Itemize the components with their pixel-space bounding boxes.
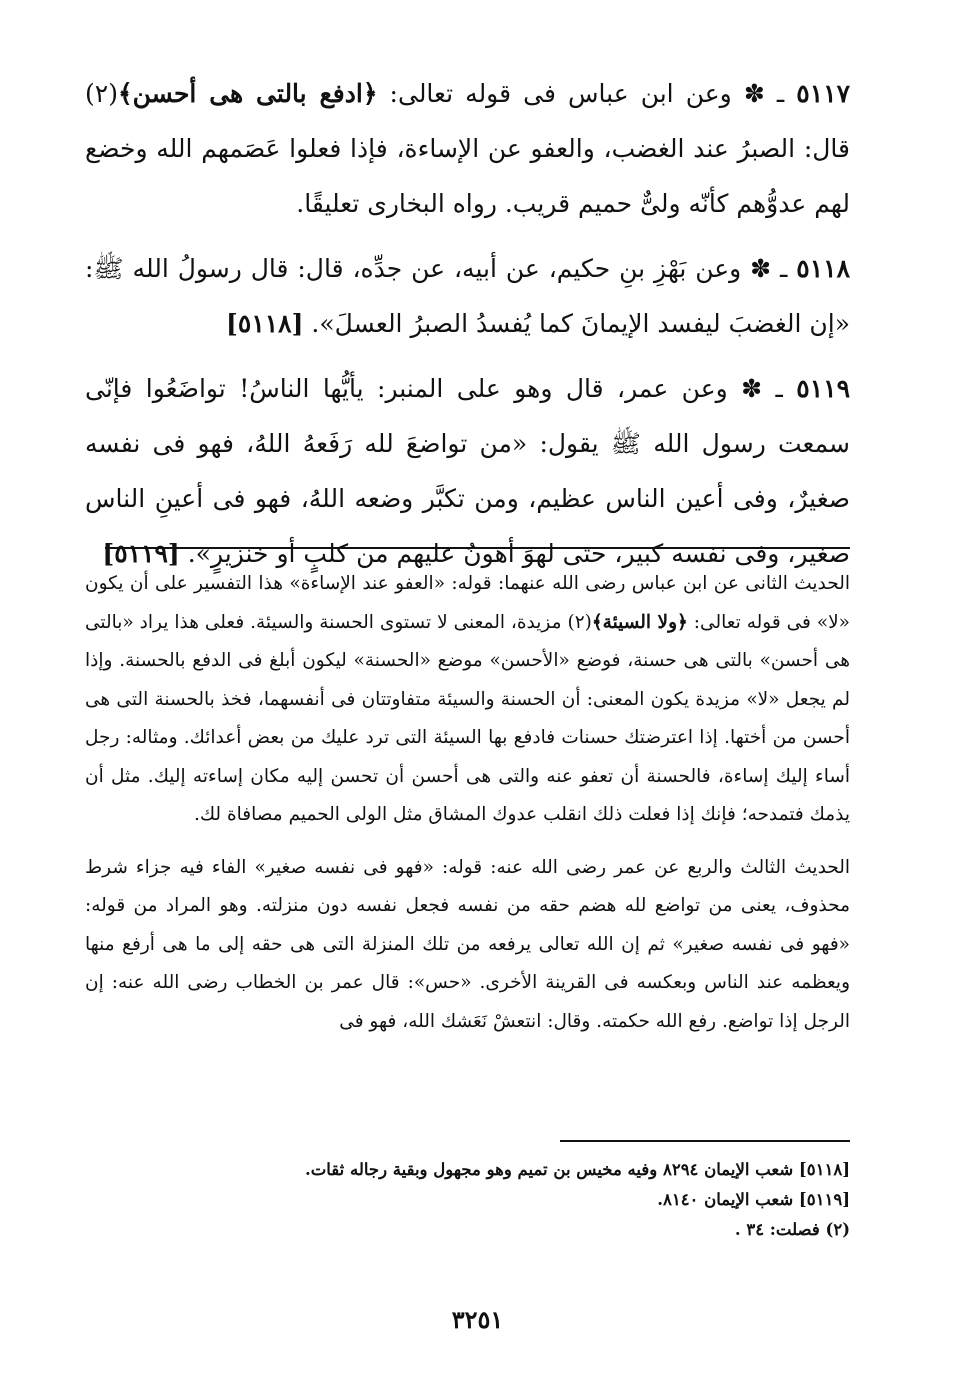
hadith-text: قال: الصبرُ عند الغضب، والعفو عن الإساءة، فإذا فعلوا عَصَمهم الله وخضع لهم عدوُّهم كأنّه ولىٌّ حميم قريب. رواه البخارى تعليقًا.	[85, 134, 850, 218]
hadith-text: ـ ✽ وعن عمر، قال وهو على المنبر: يأيُّها الناسُ! تواضَعُوا فإنّى سمعت رسول الله ﷺ يقول: «من تواضعَ لله رَفَعهُ اللهُ، فهو فى نفسه صغيرٌ، وفى أعين الناس عظيم، ومن تكبَّر وضعه اللهُ، فهو فى أعينِ الناس صغير، وفى نفسه كبير، حتى لهوَ أهونُ عليهم من كلبٍ أو خنزيرٍ».	[85, 374, 850, 568]
commentary-text: الحديث الثانى عن ابن عباس رضى الله عنهما: قوله: «العفو عند الإساءة» هذا التفسير على أن يكون «لا» فى قوله تعالى:	[85, 573, 851, 633]
commentary-section	[85, 565, 850, 1055]
hadith-section	[85, 66, 850, 591]
footnote: (٢) فصلت: ٣٤ .	[734, 1220, 850, 1239]
commentary-paragraph	[85, 565, 850, 835]
footnote-marker: (٢)	[567, 611, 592, 633]
hadith-reference: [٥١١٨]	[226, 309, 304, 338]
page-number: ٣٢٥١	[451, 1305, 504, 1334]
commentary-paragraph: الحديث الثالث والربع عن عمر رضى الله عنه: قوله: «فهو فى نفسه صغير» الفاء فيه جزاء شرط محذوف، يعنى من تواضع لله هضم حقه من نفسه فجعل نفسه دون منزلته. وهو المراد من قوله: «فهو فى نفسه صغير» ثم إن الله تعالى يرفعه من تلك المنزلة التى هى حقه إلى ما هى أرفع منها ويعظمه عند الناس وبعكسه فى القرينة الأخرى. «حس»: قال عمر بن الخطاب رضى الله عنه: إن الرجل إذا تواضع. رفع الله حكمته. وقال: انتعشْ نَعَشك الله، فهو فى	[85, 856, 850, 1032]
hadith-reference: [٥١١٩]	[102, 539, 180, 568]
hadith-5117	[85, 66, 850, 231]
hadith-number: ٥١١٨	[796, 254, 850, 283]
quran-verse: ﴿ادفع بالتى هى أحسن﴾	[117, 79, 378, 108]
hadith-number: ٥١١٧	[796, 79, 850, 108]
section-divider	[105, 547, 850, 549]
hadith-text: ـ ✽ وعن بَهْزِ بنِ حكيم، عن أبيه، عن جدِّه، قال: قال رسولُ الله ﷺ: «إن الغضبَ ليفسد الإيمانَ كما يُفسدُ الصبرُ العسلَ».	[85, 254, 850, 338]
hadith-text: ـ ✽ وعن ابن عباس فى قوله تعالى:	[377, 79, 797, 108]
hadith-5118	[85, 241, 850, 351]
commentary-text: مزيدة، المعنى لا تستوى الحسنة والسيئة. فعلى هذا يراد «بالتى هى أحسن» بالتى هى حسنة، فوضع «الأحسن» موضع «الحسنة» ليكون أبلغ فى الدفع بالحسنة. وإذا لم يجعل «لا» مزيدة يكون المعنى: أن الحسنة والسيئة متفاوتتان فى أنفسهما، فخذ بالحسنة التى هى أحسن من أختها. إذا اعترضتك حسنات فادفع بها السيئة التى ترد عليك من بعض أعدائك. ومثاله: رجل أساء إليك إساءة، فالحسنة أن تعفو عنه والتى هى أحسن أن تحسن إليه مكان إساءته إليك. مثل أن يذمك فتمدحه؛ فإنك إذا فعلت ذلك انقلب عدوك المشاق مثل الولى الحميم مصافاة لك.	[85, 611, 850, 825]
footnotes	[300, 1155, 850, 1245]
footnote-divider	[560, 1140, 850, 1142]
footnote-marker: (٢)	[85, 79, 118, 108]
footnote: [٥١١٩] شعب الإيمان ٨١٤٠.	[657, 1190, 850, 1209]
quran-verse: ﴿ولا السيئة﴾	[591, 611, 688, 633]
hadith-number: ٥١١٩	[796, 374, 850, 403]
footnote: [٥١١٨] شعب الإيمان ٨٢٩٤ وفيه مخيس بن تميم وهو مجهول وبقية رجاله ثقات.	[304, 1160, 850, 1179]
